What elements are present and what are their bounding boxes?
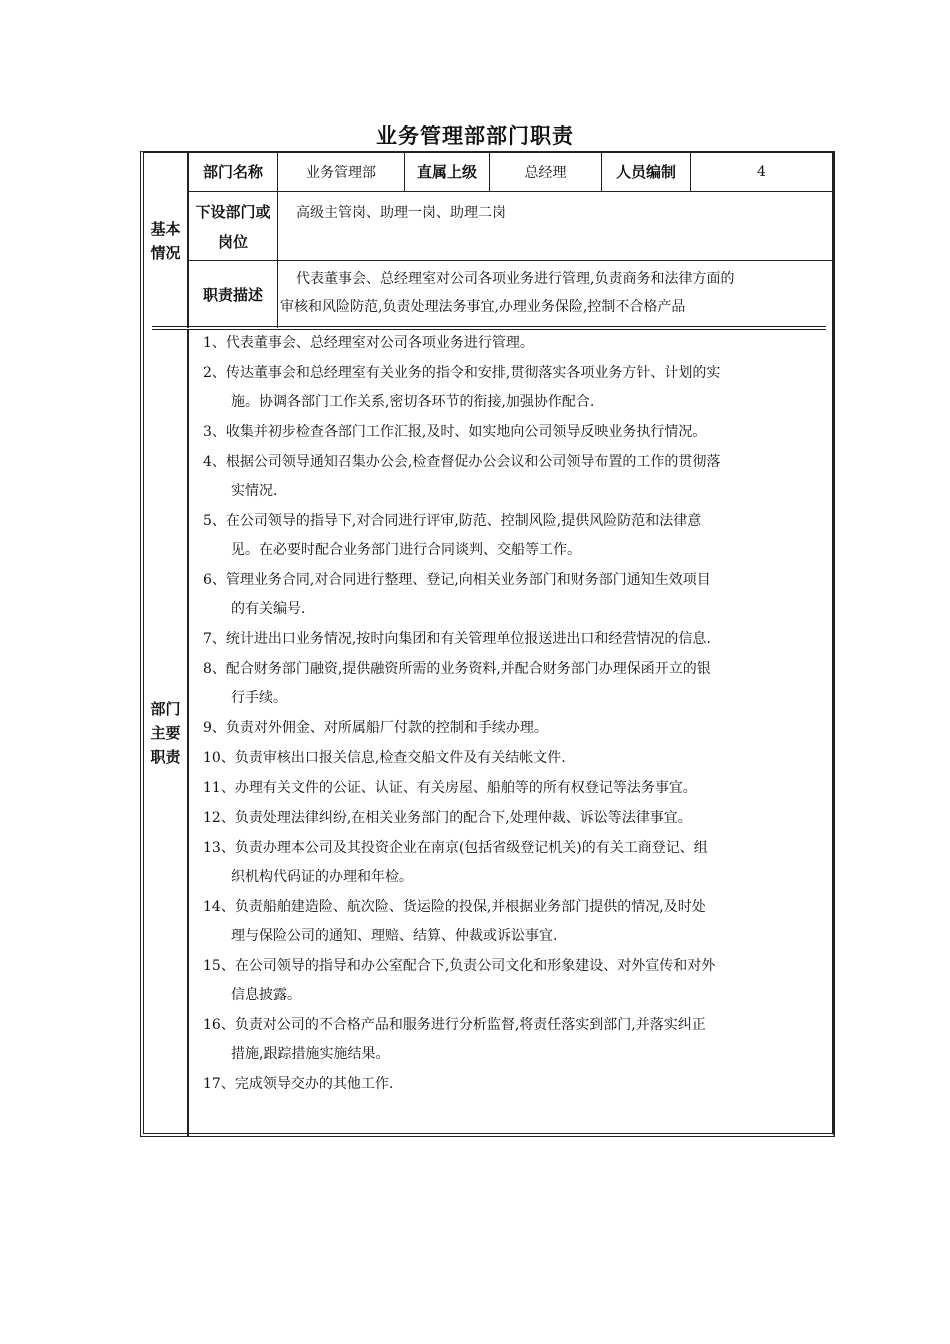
- list-item: [203, 952, 835, 1010]
- sub-positions-label-line2: 岗位: [217, 233, 248, 251]
- dept-name-label: 部门名称: [202, 163, 263, 181]
- duty-line-continued: 实情况.: [231, 483, 278, 499]
- list-item: [203, 744, 835, 773]
- duty-line: 10、负责审核出口报关信息,检查交船文件及有关结帐文件.: [203, 750, 566, 766]
- divider: [189, 191, 832, 192]
- duty-line: 9、负责对外佣金、对所属船厂付款的控制和手续办理。: [203, 720, 548, 736]
- list-item: [203, 834, 835, 892]
- basic-info-label-text: 基本情况: [150, 220, 181, 262]
- divider: [189, 260, 832, 261]
- duty-line: 4、根据公司领导通知召集办公会,检查督促办公会议和公司领导布置的工作的贯彻落: [203, 454, 721, 470]
- duty-line: 11、办理有关文件的公证、认证、有关房屋、船舶等的所有权登记等法务事宜。: [203, 780, 697, 796]
- list-item: [203, 1011, 835, 1069]
- list-item: [203, 655, 835, 713]
- list-item: [203, 804, 835, 833]
- duty-line-continued: 施。协调各部门工作关系,密切各环节的衔接,加强协作配合.: [231, 394, 595, 410]
- basic-info-label: [144, 216, 187, 266]
- duties-list: [203, 329, 835, 1100]
- headcount-label: 人员编制: [615, 163, 676, 181]
- duty-line: 3、收集并初步检查各部门工作汇报,及时、如实地向公司领导反映业务执行情况。: [203, 424, 707, 440]
- main-duties-label-3: 职责: [150, 748, 181, 766]
- duty-line-continued: 信息披露。: [231, 987, 301, 1003]
- superior-label: 直属上级: [416, 163, 477, 181]
- list-item: [203, 418, 835, 447]
- list-item: [203, 359, 835, 417]
- duty-line: 16、负责对公司的不合格产品和服务进行分析监督,将责任落实到部门,并落实纠正: [203, 1017, 706, 1033]
- sub-positions-label: [189, 196, 277, 258]
- duty-line: 15、在公司领导的指导和办公室配合下,负责公司文化和形象建设、对外宣传和对外: [203, 958, 716, 974]
- divider: [187, 330, 189, 1136]
- list-item: [203, 507, 835, 565]
- superior-value: 总经理: [524, 165, 567, 181]
- duty-line-continued: 措施,跟踪措施实施结果。: [231, 1046, 390, 1062]
- dept-name-value: 业务管理部: [306, 165, 376, 181]
- list-item: [203, 774, 835, 803]
- duty-line-continued: 的有关编号.: [231, 601, 306, 617]
- duty-line: 8、配合财务部门融资,提供融资所需的业务资料,并配合财务部门办理保函开立的银: [203, 661, 711, 677]
- desc-label: 职责描述: [202, 286, 263, 304]
- list-item: [203, 893, 835, 951]
- headcount-value: 4: [757, 164, 766, 180]
- main-duties-label-2: 主要: [150, 724, 181, 742]
- sub-positions-label-line1: 下设部门或: [195, 203, 271, 221]
- desc-line-1: 代表董事会、总经理室对公司各项业务进行管理,负责商务和法律方面的: [296, 271, 735, 287]
- list-item: [203, 448, 835, 506]
- sub-positions-value: 高级主管岗、助理一岗、助理二岗: [296, 205, 506, 221]
- main-duties-label: [144, 694, 187, 772]
- main-duties-label-1: 部门: [150, 700, 181, 718]
- duty-line: 6、管理业务合同,对合同进行整理、登记,向相关业务部门和财务部门通知生效项目: [203, 572, 711, 588]
- duty-line: 5、在公司领导的指导下,对合同进行评审,防范、控制风险,提供风险防范和法律意: [203, 513, 702, 529]
- duty-line: 7、统计进出口业务情况,按时向集团和有关管理单位报送进出口和经营情况的信息.: [203, 631, 711, 647]
- divider: [152, 326, 826, 327]
- duty-line-continued: 见。在必要时配合业务部门进行合同谈判、交船等工作。: [231, 542, 581, 558]
- duty-line: 1、代表董事会、总经理室对公司各项业务进行管理。: [203, 335, 534, 351]
- page-title: 业务管理部部门职责: [376, 124, 574, 148]
- list-item: [203, 714, 835, 743]
- list-item: [203, 1070, 835, 1099]
- duty-line: 17、完成领导交办的其他工作.: [203, 1076, 394, 1092]
- duty-line: 12、负责处理法律纠纷,在相关业务部门的配合下,处理仲裁、诉讼等法律事宜。: [203, 810, 692, 826]
- duty-line: 2、传达董事会和总经理室有关业务的指令和安排,贯彻落实各项业务方针、计划的实: [203, 365, 721, 381]
- duty-line-continued: 理与保险公司的通知、理赔、结算、仲裁或诉讼事宜.: [231, 928, 558, 944]
- desc-value: [280, 265, 835, 321]
- list-item: [203, 625, 835, 654]
- list-item: [203, 566, 835, 624]
- desc-line-2: 审核和风险防范,负责处理法务事宜,办理业务保险,控制不合格产品: [280, 299, 686, 315]
- duty-line: 13、负责办理本公司及其投资企业在南京(包括省级登记机关)的有关工商登记、组: [203, 840, 708, 856]
- list-item: [203, 329, 835, 358]
- duty-line: 14、负责船舶建造险、航次险、货运险的投保,并根据业务部门提供的情况,及时处: [203, 899, 706, 915]
- duty-line-continued: 行手续。: [231, 690, 287, 706]
- duty-line-continued: 织机构代码证的办理和年检。: [231, 869, 413, 885]
